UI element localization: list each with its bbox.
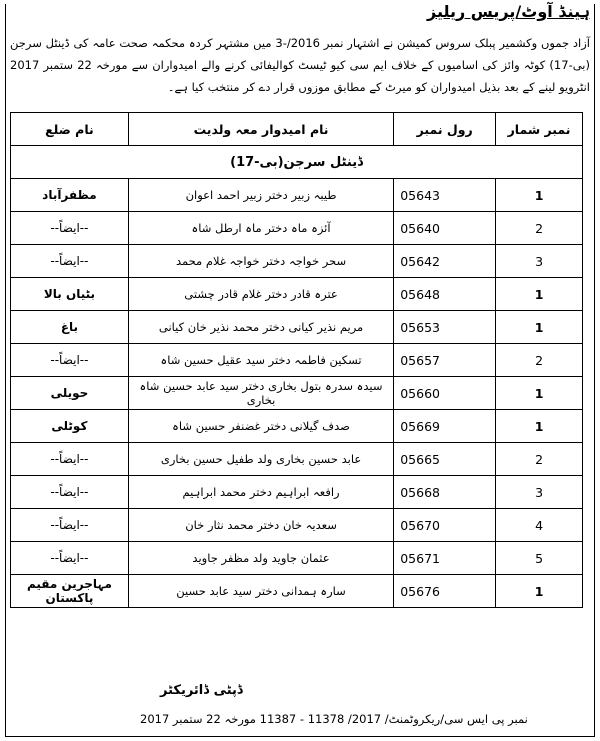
sr-cell: 2 <box>496 443 583 476</box>
district-cell: --ایضاً-- <box>11 443 129 476</box>
roll-cell: 05660 <box>394 377 496 410</box>
header-roll: رول نمبر <box>394 113 496 146</box>
roll-cell: 05653 <box>394 311 496 344</box>
table-row <box>11 377 583 410</box>
results-table <box>10 112 583 608</box>
district-cell: حویلی <box>11 377 129 410</box>
table-row <box>11 278 583 311</box>
name-cell: سعدیہ خان دختر محمد نثار خان <box>128 509 393 542</box>
sr-cell: 4 <box>496 509 583 542</box>
name-cell: تسکین فاطمہ دختر سید عقیل حسین شاہ <box>128 344 393 377</box>
roll-cell: 05669 <box>394 410 496 443</box>
sr-cell: 1 <box>496 311 583 344</box>
district-cell: --ایضاً-- <box>11 476 129 509</box>
intro-paragraph: آزاد جموں وکشمیر پبلک سروس کمیشن نے اشتہار نمبر 2016/-3 میں مشتہر کردہ محکمہ صحت عامہ کی ڈینٹل سرجن (بی-17) کوٹہ وائز کی اسامیوں کے خلاف ایم سی کیو ٹیسٹ کوالیفائی کرنے والے امیدواران سے مورخہ 22 ستمبر 2017 انٹرویو لینے کے بعد بذیل امیدواران کو میرٹ کے مطابق موزوں قرار دے کر منتخب کیا ہے۔ <box>10 36 590 94</box>
district-cell: --ایضاً-- <box>11 542 129 575</box>
sr-cell: 3 <box>496 245 583 278</box>
name-cell: عابد حسین بخاری ولد طفیل حسین بخاری <box>128 443 393 476</box>
table-row <box>11 476 583 509</box>
reference-line: نمبر پی ایس سی/ریکروٹمنٹ/ 2017/ 11378 - 11387 مورخہ 22 ستمبر 2017 <box>140 712 528 726</box>
roll-cell: 05676 <box>394 575 496 608</box>
signature: ڈپٹی ڈائریکٹر <box>160 683 243 698</box>
table-row <box>11 542 583 575</box>
name-cell: سارہ ہمدانی دختر سید عابد حسین <box>128 575 393 608</box>
name-cell: رافعہ ابراہیم دختر محمد ابراہیم <box>128 476 393 509</box>
group-title-row <box>11 146 583 179</box>
roll-cell: 05643 <box>394 179 496 212</box>
table-row <box>11 344 583 377</box>
name-cell: سحر خواجہ دختر خواجہ غلام محمد <box>128 245 393 278</box>
header-district: نام ضلع <box>11 113 129 146</box>
district-cell: بٹیاں بالا <box>11 278 129 311</box>
header-sr: نمبر شمار <box>496 113 583 146</box>
table-row <box>11 575 583 608</box>
roll-cell: 05671 <box>394 542 496 575</box>
roll-cell: 05648 <box>394 278 496 311</box>
sr-cell: 3 <box>496 476 583 509</box>
roll-cell: 05670 <box>394 509 496 542</box>
table-row <box>11 410 583 443</box>
page-heading: ہینڈ آوٹ/پریس ریلیز <box>427 2 590 21</box>
district-cell: --ایضاً-- <box>11 344 129 377</box>
table-row <box>11 443 583 476</box>
district-cell: --ایضاً-- <box>11 509 129 542</box>
district-cell: باغ <box>11 311 129 344</box>
roll-cell: 05665 <box>394 443 496 476</box>
district-cell: کوٹلی <box>11 410 129 443</box>
sr-cell: 1 <box>496 278 583 311</box>
district-cell: --ایضاً-- <box>11 245 129 278</box>
sr-cell: 1 <box>496 575 583 608</box>
name-cell: طیبہ زبیر دختر زبیر احمد اعوان <box>128 179 393 212</box>
table-header-row <box>11 113 583 146</box>
roll-cell: 05642 <box>394 245 496 278</box>
sr-cell: 1 <box>496 377 583 410</box>
roll-cell: 05668 <box>394 476 496 509</box>
name-cell: عثمان جاوید ولد مظفر جاوید <box>128 542 393 575</box>
sr-cell: 1 <box>496 410 583 443</box>
name-cell: مریم نذیر کیانی دختر محمد نذیر خان کیانی <box>128 311 393 344</box>
sr-cell: 1 <box>496 179 583 212</box>
group-title: ڈینٹل سرجن(بی-17) <box>11 146 583 179</box>
table-row <box>11 179 583 212</box>
district-cell: --ایضاً-- <box>11 212 129 245</box>
sr-cell: 5 <box>496 542 583 575</box>
table-row <box>11 311 583 344</box>
name-cell: عترہ قادر دختر غلام قادر چشتی <box>128 278 393 311</box>
table-row <box>11 509 583 542</box>
district-cell: مظفرآباد <box>11 179 129 212</box>
name-cell: صدف گیلانی دختر غضنفر حسین شاہ <box>128 410 393 443</box>
name-cell: آئزہ ماہ دختر ماہ ارطل شاہ <box>128 212 393 245</box>
header-name: نام امیدوار معہ ولدیت <box>128 113 393 146</box>
table-row <box>11 212 583 245</box>
roll-cell: 05657 <box>394 344 496 377</box>
name-cell: سیدہ سدرہ بتول بخاری دختر سید عابد حسین شاہ بخاری <box>128 377 393 410</box>
roll-cell: 05640 <box>394 212 496 245</box>
sr-cell: 2 <box>496 344 583 377</box>
table-row <box>11 245 583 278</box>
district-cell: مہاجرین مقیم پاکستان <box>11 575 129 608</box>
sr-cell: 2 <box>496 212 583 245</box>
